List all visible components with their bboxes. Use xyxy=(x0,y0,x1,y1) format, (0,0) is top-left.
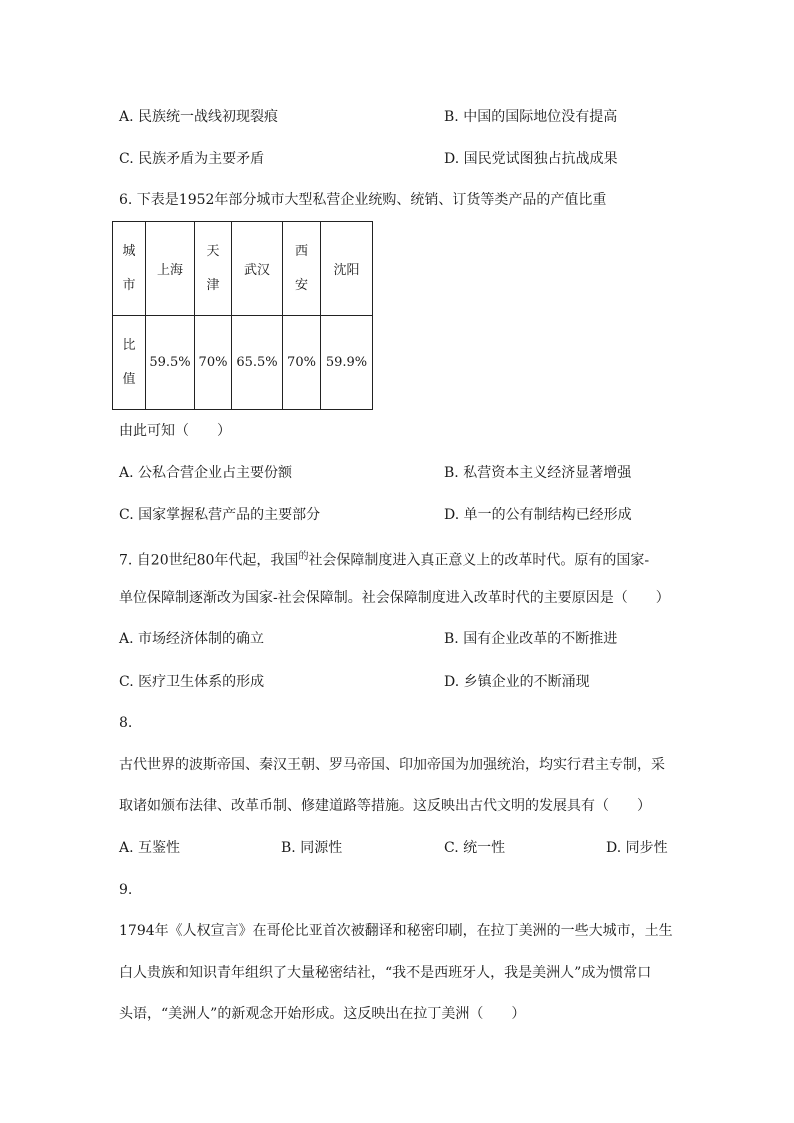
q7-option-d[interactable] xyxy=(444,672,590,692)
q9-stem-line1: 1794年《人权宣言》在哥伦比亚首次被翻译和秘密印刷，在拉丁美洲的一些大城市，土生 xyxy=(119,923,673,939)
option-text: 互鉴性 xyxy=(138,840,181,856)
option-letter: D. xyxy=(444,674,460,690)
table-cell-value: 65.5% xyxy=(232,316,283,410)
option-letter: A. xyxy=(119,465,134,481)
option-text: 国家掌握私营产品的主要部分 xyxy=(138,507,321,523)
q7-option-a[interactable] xyxy=(119,629,264,649)
option-text: 中国的国际地位没有提高 xyxy=(463,109,618,125)
option-letter: A. xyxy=(119,631,134,647)
option-text: 同源性 xyxy=(300,840,343,856)
table-cell-value: 70% xyxy=(283,316,321,410)
q8-option-d[interactable] xyxy=(606,838,668,858)
option-text: 医疗卫生体系的形成 xyxy=(138,674,265,690)
option-letter: B. xyxy=(444,109,459,125)
q8-option-c[interactable] xyxy=(444,838,505,858)
q8-option-a[interactable] xyxy=(119,838,180,858)
q7-option-b[interactable] xyxy=(444,629,617,649)
option-text: 市场经济体制的确立 xyxy=(138,631,265,647)
q7-stem-line2: 单位保障制逐渐改为国家-社会保障制。社会保障制度进入改革时代的主要原因是（ ） xyxy=(119,590,670,606)
q6-stem: 6. 下表是1952年部分城市大型私营企业统购、统销、订货等类产品的产值比重 xyxy=(119,192,607,208)
q6-option-b[interactable] xyxy=(444,463,631,483)
option-text: 单一的公有制结构已经形成 xyxy=(463,507,632,523)
table-cell-city: 上海 xyxy=(146,222,195,316)
q7-option-c[interactable] xyxy=(119,672,264,692)
option-letter: B. xyxy=(444,631,459,647)
option-text: 公私合营企业占主要份额 xyxy=(138,465,293,481)
option-letter: A. xyxy=(119,109,134,125)
q8-stem-line1: 古代世界的波斯帝国、秦汉王朝、罗马帝国、印加帝国为加强统治，均实行君主专制，采 xyxy=(119,757,665,773)
option-letter: C. xyxy=(119,507,134,523)
option-text: 同步性 xyxy=(625,840,668,856)
table-cell-city: 武汉 xyxy=(232,222,283,316)
table-header-cell: 比 值 xyxy=(113,316,146,410)
q7-stem-line1: 7. 自20世纪80年代起，我国$^的$社会保障制度进入真正意义上的改革时代。原有的国家- xyxy=(119,551,650,569)
option-letter: C. xyxy=(119,151,134,167)
q6-option-c[interactable] xyxy=(119,505,320,525)
q9-stem-line3: 头语，“美洲人”的新观念开始形成。这反映出在拉丁美洲（ ） xyxy=(119,1006,526,1022)
data-table xyxy=(112,221,373,410)
option-letter: B. xyxy=(281,840,296,856)
option-text: 国民党试图独占抗战成果 xyxy=(463,151,618,167)
option-letter: A. xyxy=(119,840,134,856)
q5-option-d[interactable] xyxy=(444,149,618,169)
table-cell-city: 天 津 xyxy=(195,222,232,316)
q5-option-c[interactable] xyxy=(119,149,264,169)
q6-option-a[interactable] xyxy=(119,463,292,483)
q9-number: 9. xyxy=(119,882,133,898)
table-cell-value: 70% xyxy=(195,316,232,410)
table-cell-value: 59.5% xyxy=(146,316,195,410)
q5-option-b[interactable] xyxy=(444,107,617,127)
option-letter: B. xyxy=(444,465,459,481)
q8-number: 8. xyxy=(119,715,133,731)
table-row xyxy=(113,316,373,410)
option-text: 乡镇企业的不断涌现 xyxy=(463,674,590,690)
q5-option-a[interactable] xyxy=(119,107,278,127)
option-text: 统一性 xyxy=(463,840,506,856)
table-row xyxy=(113,222,373,316)
option-text: 民族矛盾为主要矛盾 xyxy=(138,151,265,167)
option-letter: D. xyxy=(444,507,460,523)
q8-stem-line2: 取诸如颁布法律、改革币制、修建道路等措施。这反映出古代文明的发展具有（ ） xyxy=(119,798,651,814)
option-letter: C. xyxy=(119,674,134,690)
q8-option-b[interactable] xyxy=(281,838,342,858)
q6-option-d[interactable] xyxy=(444,505,632,525)
option-text: 民族统一战线初现裂痕 xyxy=(138,109,279,125)
option-letter: D. xyxy=(606,840,622,856)
table-header-cell: 城 市 xyxy=(113,222,146,316)
table-cell-city: 沈阳 xyxy=(321,222,373,316)
table-cell-value: 59.9% xyxy=(321,316,373,410)
q6-question: 由此可知（ ） xyxy=(119,423,231,439)
q9-stem-line2: 白人贵族和知识青年组织了大量秘密结社，“我不是西班牙人，我是美洲人”成为惯常口 xyxy=(119,965,652,981)
option-text: 私营资本主义经济显著增强 xyxy=(463,465,632,481)
table-cell-city: 西 安 xyxy=(283,222,321,316)
option-letter: D. xyxy=(444,151,460,167)
option-text: 国有企业改革的不断推进 xyxy=(463,631,618,647)
option-letter: C. xyxy=(444,840,459,856)
